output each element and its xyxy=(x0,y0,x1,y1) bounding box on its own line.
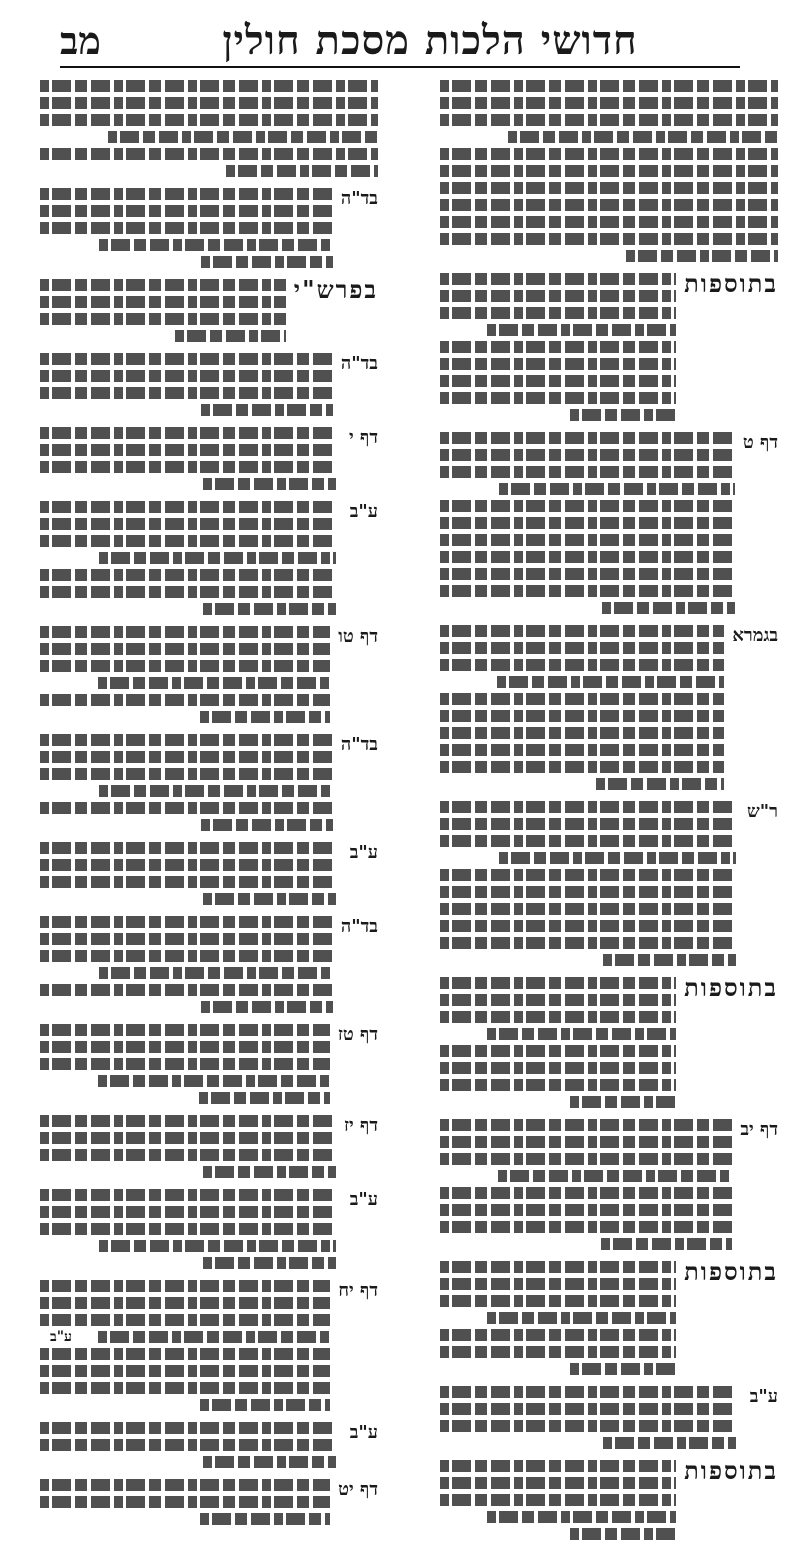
text-line xyxy=(200,1513,331,1525)
section-marker: ר"ש xyxy=(747,801,778,822)
section-marker: דף י xyxy=(349,427,378,448)
text-line xyxy=(40,933,333,945)
text-line xyxy=(40,313,286,325)
commentary-block xyxy=(40,1422,378,1473)
commentary-block xyxy=(40,626,378,728)
text-line xyxy=(440,216,778,228)
text-line xyxy=(497,676,724,688)
page-number: מב xyxy=(60,18,101,63)
text-line xyxy=(40,1422,336,1434)
text-line xyxy=(440,1329,676,1341)
text-line xyxy=(99,967,333,979)
block-text xyxy=(40,1479,330,1530)
text-line xyxy=(108,131,378,143)
text-line xyxy=(440,1119,732,1131)
text-line xyxy=(40,694,330,706)
text-line xyxy=(40,427,336,439)
text-line xyxy=(40,1314,330,1326)
block-text xyxy=(40,501,336,620)
block-head xyxy=(440,973,778,1113)
text-line xyxy=(487,1028,676,1040)
text-line xyxy=(570,1096,676,1108)
text-line xyxy=(440,1153,732,1165)
block-head xyxy=(40,626,378,728)
section-marker: בתוספות xyxy=(684,973,778,1002)
text-line xyxy=(570,1363,676,1375)
text-line xyxy=(40,1223,336,1235)
section-marker: דף יב xyxy=(740,1119,778,1140)
block-text xyxy=(40,1024,330,1109)
section-marker: דף טז xyxy=(337,1024,378,1045)
commentary-block xyxy=(40,916,378,1018)
text-line xyxy=(626,250,778,262)
text-line xyxy=(440,886,736,898)
text-line xyxy=(201,404,333,416)
text-line xyxy=(99,1240,336,1252)
section-marker: בד"ה xyxy=(340,188,378,209)
block-text xyxy=(40,188,333,273)
section-marker: בפרש"י xyxy=(293,275,378,304)
block-text xyxy=(440,801,736,971)
text-line xyxy=(440,818,736,830)
commentary-block xyxy=(40,1189,378,1274)
header-rule xyxy=(60,66,740,68)
text-line xyxy=(440,358,676,370)
text-line xyxy=(440,920,736,932)
block-text xyxy=(40,1280,330,1416)
text-column-right xyxy=(440,80,778,1485)
text-line xyxy=(440,625,724,637)
block-head xyxy=(440,1456,778,1545)
text-line xyxy=(440,199,778,211)
text-line xyxy=(440,1494,676,1506)
text-line xyxy=(440,642,724,654)
block-text xyxy=(440,1460,676,1545)
text-line xyxy=(40,1382,330,1394)
text-line xyxy=(440,273,676,285)
text-line xyxy=(440,1204,732,1216)
text-line xyxy=(40,1058,330,1070)
block-head xyxy=(40,353,378,421)
text-line xyxy=(40,353,333,365)
commentary-block xyxy=(440,432,778,619)
block-head xyxy=(440,625,778,795)
text-line xyxy=(440,290,676,302)
text-line xyxy=(440,585,735,597)
text-line xyxy=(200,1399,331,1411)
text-line xyxy=(201,256,333,268)
text-line xyxy=(440,710,724,722)
section-marker: דף יט xyxy=(338,1479,378,1500)
text-line xyxy=(440,835,736,847)
text-line xyxy=(40,734,333,746)
block-text xyxy=(40,842,336,910)
section-marker: בגמרא xyxy=(732,625,778,646)
text-line xyxy=(440,1261,676,1273)
text-line xyxy=(487,1511,676,1523)
section-marker: בד"ה xyxy=(340,916,378,937)
block-head xyxy=(40,275,378,347)
text-column-left xyxy=(40,80,378,1500)
text-line xyxy=(440,1011,676,1023)
block-head xyxy=(40,734,378,836)
block-head xyxy=(40,188,378,273)
commentary-block xyxy=(440,1456,778,1545)
text-line xyxy=(40,1041,330,1053)
text-line xyxy=(40,1024,330,1036)
block-head xyxy=(40,1479,378,1530)
commentary-block xyxy=(440,1119,778,1255)
text-line xyxy=(201,819,333,831)
text-line xyxy=(440,1278,676,1290)
commentary-block xyxy=(40,1024,378,1109)
text-line xyxy=(440,727,724,739)
text-line xyxy=(40,802,333,814)
text-line xyxy=(440,869,736,881)
text-line xyxy=(40,660,330,672)
text-line xyxy=(440,1403,736,1415)
text-line xyxy=(440,1221,732,1233)
text-line xyxy=(440,937,736,949)
block-text xyxy=(40,1422,336,1473)
text-line xyxy=(440,693,724,705)
block-text xyxy=(440,1261,676,1380)
text-line xyxy=(440,1420,736,1432)
commentary-block xyxy=(40,275,378,347)
text-line xyxy=(40,387,333,399)
text-line xyxy=(201,1001,333,1013)
commentary-block xyxy=(440,1257,778,1380)
text-line xyxy=(440,165,778,177)
block-head xyxy=(40,1115,378,1183)
section-marker: בד"ה xyxy=(340,734,378,755)
text-line xyxy=(40,80,378,92)
text-line xyxy=(40,1149,336,1161)
text-line xyxy=(487,324,676,336)
commentary-block xyxy=(40,1115,378,1183)
block-text xyxy=(440,977,676,1113)
text-line xyxy=(40,1439,336,1451)
text-line xyxy=(440,1386,736,1398)
text-line xyxy=(440,97,778,109)
text-line xyxy=(440,551,735,563)
text-line xyxy=(487,1312,676,1324)
text-line xyxy=(40,626,330,638)
text-line xyxy=(440,114,778,126)
text-line xyxy=(40,296,286,308)
text-line xyxy=(440,568,735,580)
commentary-block xyxy=(40,188,378,273)
text-line xyxy=(440,1062,676,1074)
text-line xyxy=(603,1437,736,1449)
text-line xyxy=(499,852,736,864)
commentary-block xyxy=(440,625,778,795)
text-line xyxy=(440,1045,676,1057)
text-line xyxy=(203,478,336,490)
block-text xyxy=(440,273,676,426)
block-head xyxy=(40,1280,378,1416)
signature-mark: ע"ב xyxy=(50,1329,72,1345)
block-head xyxy=(440,1386,778,1454)
text-line xyxy=(440,534,735,546)
text-line xyxy=(440,1477,676,1489)
commentary-block xyxy=(440,1386,778,1454)
text-line xyxy=(40,768,333,780)
block-head xyxy=(40,1189,378,1274)
section-marker: בתוספות xyxy=(684,269,778,298)
block-head xyxy=(40,842,378,910)
text-line xyxy=(40,461,336,473)
section-marker: דף טו xyxy=(338,626,378,647)
text-line xyxy=(40,916,333,928)
text-line xyxy=(40,1189,336,1201)
block-head xyxy=(440,432,778,619)
text-line xyxy=(203,1257,336,1269)
block-head xyxy=(40,1422,378,1473)
text-line xyxy=(226,165,378,177)
text-line xyxy=(440,233,778,245)
text-line xyxy=(602,602,735,614)
text-line xyxy=(199,1092,329,1104)
text-line xyxy=(40,97,378,109)
text-line xyxy=(98,1075,330,1087)
text-line xyxy=(498,1170,732,1182)
section-marker: ע"ב xyxy=(349,1189,378,1210)
block-head xyxy=(40,80,378,182)
text-line xyxy=(40,1496,330,1508)
text-line xyxy=(40,501,336,513)
block-text xyxy=(40,279,286,347)
text-line xyxy=(440,375,676,387)
block-text xyxy=(40,1115,336,1183)
text-line xyxy=(440,903,736,915)
text-line xyxy=(40,751,333,763)
text-line xyxy=(40,518,336,530)
text-line xyxy=(99,239,333,251)
commentary-block xyxy=(440,80,778,267)
text-line xyxy=(40,1348,330,1360)
block-head xyxy=(40,427,378,495)
text-line xyxy=(603,954,736,966)
text-line xyxy=(40,444,336,456)
text-line xyxy=(40,1132,336,1144)
text-line xyxy=(440,659,724,671)
block-text xyxy=(40,353,333,421)
section-marker: בד"ה xyxy=(340,353,378,374)
text-line xyxy=(40,876,336,888)
text-line xyxy=(40,1115,336,1127)
text-line xyxy=(440,1460,676,1472)
text-line xyxy=(98,1331,330,1343)
block-head xyxy=(440,1257,778,1380)
block-head xyxy=(440,80,778,267)
text-line xyxy=(40,984,333,996)
section-marker: דף ט xyxy=(742,432,778,453)
text-line xyxy=(440,994,676,1006)
text-line xyxy=(440,341,676,353)
text-line xyxy=(40,535,336,547)
text-line xyxy=(440,801,736,813)
text-line xyxy=(40,205,333,217)
text-line xyxy=(98,677,330,689)
running-title: חדושי הלכות מסכת חולין xyxy=(222,17,638,64)
block-text xyxy=(40,80,378,182)
commentary-block xyxy=(440,269,778,426)
section-marker: ע"ב xyxy=(349,842,378,863)
text-line xyxy=(440,432,735,444)
block-head xyxy=(440,269,778,426)
text-line xyxy=(40,1206,336,1218)
commentary-block xyxy=(40,501,378,620)
text-line xyxy=(40,222,333,234)
text-line xyxy=(203,603,336,615)
text-line xyxy=(508,131,778,143)
section-marker: ע"ב xyxy=(349,501,378,522)
text-line xyxy=(40,643,330,655)
text-line xyxy=(40,1365,330,1377)
commentary-block xyxy=(40,427,378,495)
text-line xyxy=(40,859,336,871)
text-line xyxy=(203,893,336,905)
text-line xyxy=(200,711,331,723)
text-line xyxy=(40,1297,330,1309)
text-line xyxy=(440,1346,676,1358)
section-marker: בתוספות xyxy=(684,1257,778,1286)
text-line xyxy=(440,80,778,92)
commentary-block xyxy=(40,80,378,182)
text-line xyxy=(40,370,333,382)
text-line xyxy=(440,517,735,529)
block-head xyxy=(440,1119,778,1255)
text-line xyxy=(40,842,336,854)
text-line xyxy=(440,761,724,773)
text-line xyxy=(440,182,778,194)
block-head xyxy=(40,1024,378,1109)
block-text xyxy=(440,1119,732,1255)
block-text xyxy=(40,427,336,495)
commentary-block xyxy=(440,801,778,971)
block-head xyxy=(440,801,778,971)
block-head xyxy=(40,916,378,1018)
block-text xyxy=(440,625,724,795)
text-line xyxy=(601,1238,733,1250)
text-line xyxy=(440,744,724,756)
block-text xyxy=(40,916,333,1018)
section-marker: דף יז xyxy=(344,1115,378,1136)
text-line xyxy=(596,778,724,790)
text-line xyxy=(440,977,676,989)
text-line xyxy=(440,1295,676,1307)
section-marker: ע"ב xyxy=(349,1422,378,1443)
commentary-block xyxy=(440,973,778,1113)
text-line xyxy=(440,449,735,461)
section-marker: ע"ב xyxy=(749,1386,778,1407)
text-line xyxy=(440,1136,732,1148)
commentary-block xyxy=(40,1479,378,1530)
text-line xyxy=(440,466,735,478)
text-line xyxy=(40,188,333,200)
block-text xyxy=(440,1386,736,1454)
commentary-block xyxy=(40,734,378,836)
text-line xyxy=(40,569,336,581)
page-header xyxy=(60,18,740,64)
text-line xyxy=(440,148,778,160)
section-marker: דף יח xyxy=(338,1280,378,1301)
block-text xyxy=(440,432,735,619)
text-line xyxy=(440,1187,732,1199)
text-line xyxy=(570,1528,676,1540)
text-line xyxy=(40,950,333,962)
block-head xyxy=(40,501,378,620)
section-marker: בתוספות xyxy=(684,1456,778,1485)
block-text xyxy=(40,734,333,836)
text-line xyxy=(440,307,676,319)
block-text xyxy=(40,1189,336,1274)
text-line xyxy=(40,114,378,126)
commentary-block xyxy=(40,1280,378,1416)
text-line xyxy=(440,500,735,512)
block-text xyxy=(440,80,778,267)
text-line xyxy=(40,1280,330,1292)
text-line xyxy=(40,279,286,291)
text-line xyxy=(40,148,378,160)
text-line xyxy=(175,330,286,342)
text-line xyxy=(499,483,735,495)
text-line xyxy=(440,1079,676,1091)
commentary-block xyxy=(40,842,378,910)
commentary-block xyxy=(40,353,378,421)
text-line xyxy=(40,1479,330,1491)
text-line xyxy=(203,1456,336,1468)
text-line xyxy=(40,586,336,598)
text-line xyxy=(570,409,676,421)
text-line xyxy=(203,1166,336,1178)
text-line xyxy=(99,552,336,564)
text-line xyxy=(440,392,676,404)
block-text xyxy=(40,626,330,728)
text-line xyxy=(99,785,333,797)
